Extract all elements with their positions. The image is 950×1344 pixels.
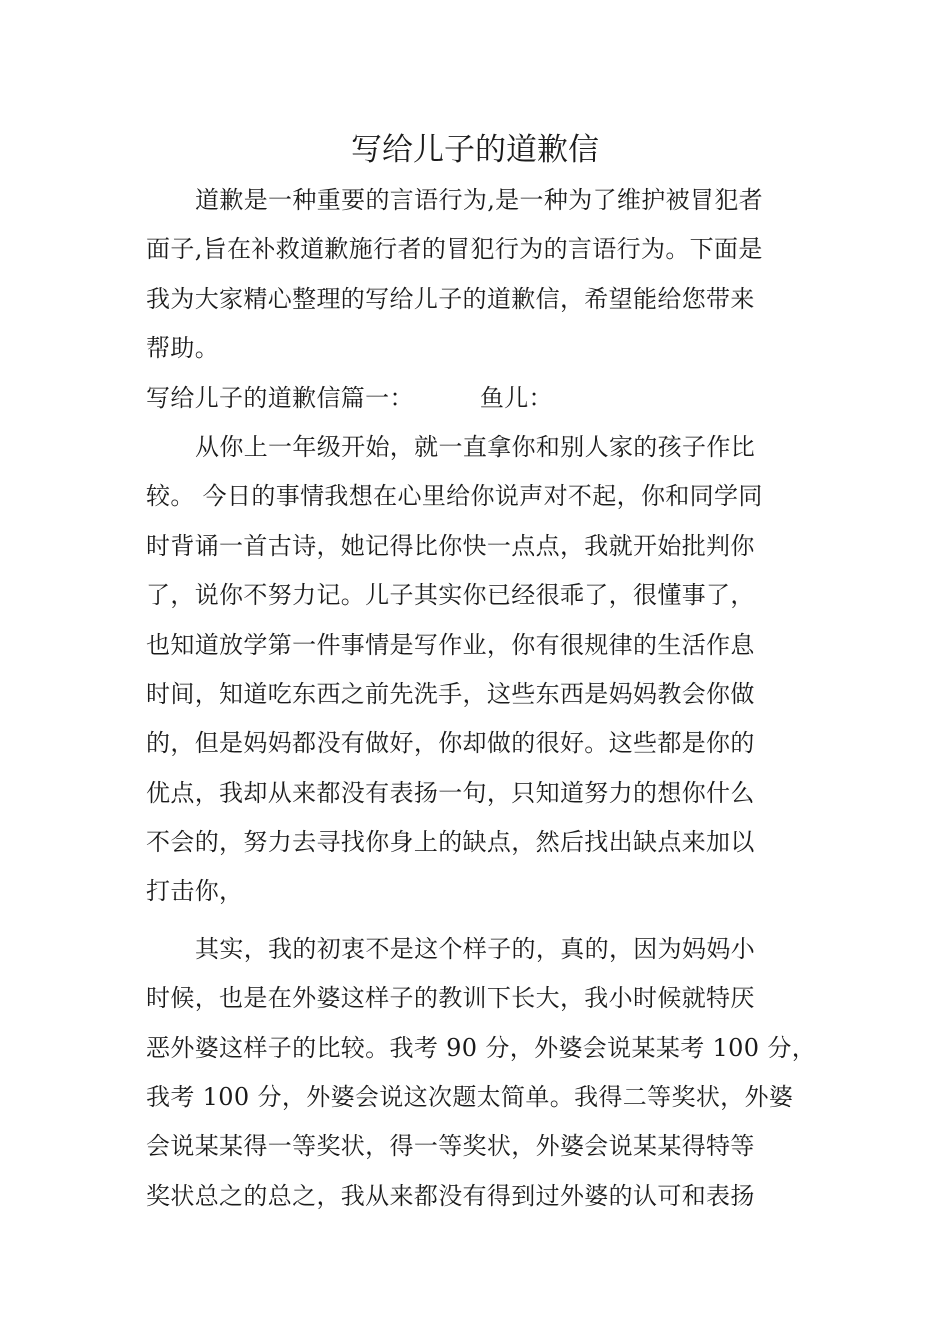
paragraph-line: 不会的，努力去寻找你身上的缺点，然后找出缺点来加以 — [146, 828, 755, 857]
paragraph-line: 从你上一年级开始，就一直拿你和别人家的孩子作比 — [195, 432, 756, 461]
paragraph-line: 恶外婆这样子的比较。我考 90 分，外婆会说某某考 100 分， — [146, 1033, 817, 1062]
paragraph-line: 时背诵一首古诗，她记得比你快一点点，我就开始批判你 — [146, 531, 755, 560]
paragraph-gap — [146, 917, 811, 925]
intro-line: 帮助。 — [146, 334, 220, 363]
paragraph-line: 了，说你不努力记。儿子其实你已经很乖了，很懂事了， — [146, 581, 755, 610]
paragraph-line: 优点，我却从来都没有表扬一句，只知道努力的想你什么 — [146, 778, 755, 807]
paragraph-line: 会说某某得一等奖状，得一等奖状，外婆会说某某得特等 — [146, 1132, 755, 1161]
paragraph-line: 打击你， — [146, 877, 244, 906]
document-title: 写给儿子的道歉信 — [351, 132, 599, 168]
letter-recipient: 鱼儿： — [479, 383, 553, 412]
section-heading: 写给儿子的道歉信篇一： — [146, 383, 414, 412]
section-heading-row — [146, 374, 811, 423]
intro-line: 面子,旨在补救道歉施行者的冒犯行为的言语行为。下面是 — [146, 235, 763, 264]
paragraph-line: 我考 100 分，外婆会说这次题太简单。我得二等奖状，外婆 — [146, 1083, 794, 1112]
paragraph-line: 时间，知道吃东西之前先洗手，这些东西是妈妈教会你做 — [146, 679, 755, 708]
intro-line: 道歉是一种重要的言语行为,是一种为了维护被冒犯者 — [195, 186, 764, 214]
paragraph-line: 时候，也是在外婆这样子的教训下长大，我小时候就特厌 — [146, 984, 755, 1013]
document-body — [146, 176, 817, 1221]
paragraph-line: 也知道放学第一件事情是写作业，你有很规律的生活作息 — [146, 630, 755, 659]
paragraph-line: 较。 今日的事情我想在心里给你说声对不起，你和同学同 — [146, 482, 763, 511]
paragraph-line: 的，但是妈妈都没有做好，你却做的很好。这些都是你的 — [146, 729, 755, 758]
intro-line: 我为大家精心整理的写给儿子的道歉信，希望能给您带来 — [146, 284, 755, 313]
paragraph-line: 其实，我的初衷不是这个样子的，真的，因为妈妈小 — [195, 934, 756, 963]
paragraph-line: 奖状总之的总之，我从来都没有得到过外婆的认可和表扬 — [146, 1181, 755, 1210]
